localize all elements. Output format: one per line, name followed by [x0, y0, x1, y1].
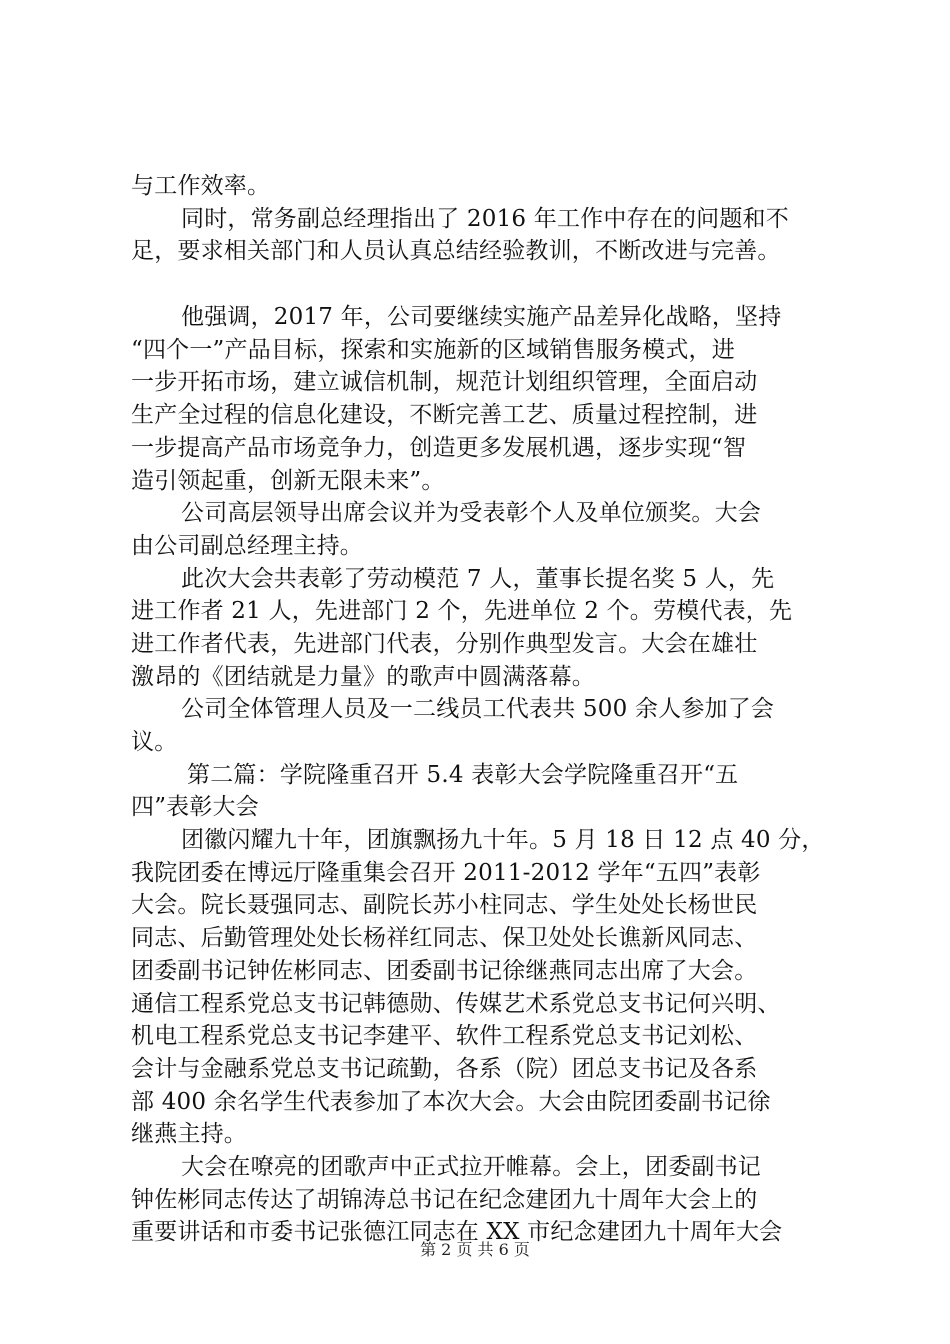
section-heading: 四”表彰大会 — [131, 794, 259, 821]
text-line: 生产全过程的信息化建设，不断完善工艺、质量过程控制，进 — [131, 402, 758, 429]
text-line: 造引领起重，创新无限未来”。 — [131, 467, 445, 494]
section-heading: 第二篇：学院隆重召开 5.4 表彰大会学院隆重召开“五 — [187, 761, 739, 788]
text-line: 公司高层领导出席会议并为受表彰个人及单位颁奖。大会 — [181, 500, 761, 527]
text-line: 议。 — [131, 729, 178, 755]
text-line: 通信工程系党总支书记韩德勋、传媒艺术系党总支书记何兴明、 — [131, 990, 781, 1017]
paragraph-gap — [131, 268, 843, 301]
text-line: 他强调，2017 年，公司要继续实施产品差异化战略，坚持 — [181, 304, 782, 331]
text-line: 同志、后勤管理处处长杨祥红同志、保卫处处长谯新风同志、 — [131, 925, 758, 952]
document-body — [131, 170, 843, 1249]
text-line: 进工作者 21 人，先进部门 2 个，先进单位 2 个。劳模代表，先 — [131, 598, 793, 625]
text-line: 部 400 余名学生代表参加了本次大会。大会由院团委副书记徐 — [131, 1088, 771, 1115]
text-line: 大会在嘹亮的团歌声中正式拉开帷幕。会上，团委副书记 — [181, 1153, 761, 1180]
page-number: 第 2 页 共 6 页 — [420, 1240, 530, 1259]
text-line: 重要讲话和市委书记张德江同志在 XX 市纪念建团九十周年大会 — [131, 1219, 783, 1246]
text-line: 由公司副总经理主持。 — [131, 532, 363, 559]
text-line: 团徽闪耀九十年，团旗飘扬九十年。5 月 18 日 12 点 40 分， — [181, 827, 825, 854]
text-line: 同时，常务副总经理指出了 2016 年工作中存在的问题和不 — [181, 205, 789, 232]
text-line: 一步提高产品市场竞争力，创造更多发展机遇，逐步实现“智 — [131, 434, 747, 461]
text-line: “四个一”产品目标，探索和实施新的区域销售服务模式，进 — [131, 336, 735, 363]
text-line: 会计与金融系党总支书记疏勤，各系（院）团总支书记及各系 — [131, 1055, 758, 1082]
text-line: 此次大会共表彰了劳动模范 7 人，董事长提名奖 5 人，先 — [181, 565, 775, 592]
text-line: 激昂的《团结就是力量》的歌声中圆满落幕。 — [131, 663, 595, 690]
text-line: 机电工程系党总支书记李建平、软件工程系党总支书记刘松、 — [131, 1023, 758, 1050]
text-line: 继燕主持。 — [131, 1121, 247, 1148]
text-line: 一步开拓市场，建立诚信机制，规范计划组织管理，全面启动 — [131, 369, 758, 396]
text-line: 与工作效率。 — [131, 173, 271, 199]
text-line: 足，要求相关部门和人员认真总结经验教训，不断改进与完善。 — [131, 238, 781, 265]
text-line: 钟佐彬同志传达了胡锦涛总书记在纪念建团九十周年大会上的 — [131, 1186, 758, 1213]
text-line: 团委副书记钟佐彬同志、团委副书记徐继燕同志出席了大会。 — [131, 957, 758, 984]
text-line: 我院团委在博远厅隆重集会召开 2011-2012 学年“五四”表彰 — [131, 859, 761, 886]
text-line: 公司全体管理人员及一二线员工代表共 500 余人参加了会 — [181, 696, 775, 723]
text-line: 大会。院长聂强同志、副院长苏小柱同志、学生处处长杨世民 — [131, 892, 758, 919]
text-line: 进工作者代表，先进部门代表，分别作典型发言。大会在雄壮 — [131, 630, 758, 657]
